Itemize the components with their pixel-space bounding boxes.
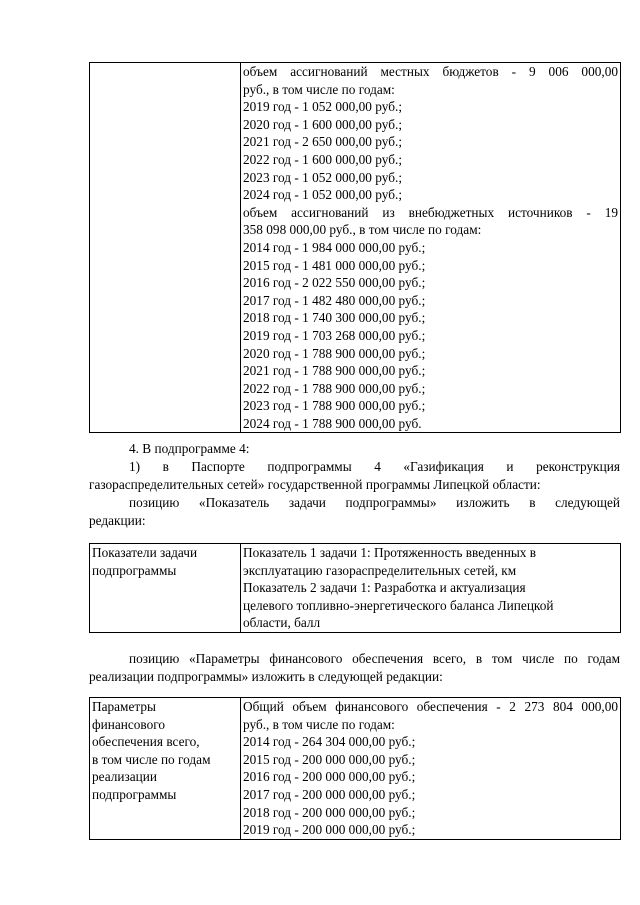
- text-line: 2015 год - 1 481 000 000,00 руб.;: [243, 257, 426, 273]
- text-line: 2022 год - 1 788 900 000,00 руб.;: [243, 380, 426, 396]
- table-cell-indicators: [241, 544, 621, 633]
- subprogram-4-paragraph: [89, 440, 620, 530]
- text-line: 2014 год - 264 304 000,00 руб.;: [243, 734, 416, 750]
- text-line: финансового: [92, 716, 166, 732]
- text-line: Показатель 2 задачи 1: Разработка и актуализация: [243, 580, 526, 596]
- text-line: 2020 год - 1 788 900 000,00 руб.;: [243, 345, 426, 361]
- table-cell-funding: [241, 698, 621, 840]
- text-line: Показатели задачи: [92, 545, 198, 560]
- funding-table-continued: [89, 62, 621, 433]
- text-line: 2016 год - 2 022 550 000,00 руб.;: [243, 275, 426, 291]
- text-line: 2017 год - 1 482 480 000,00 руб.;: [243, 292, 426, 308]
- table-row: [90, 63, 621, 433]
- text-line: подпрограммы: [92, 786, 177, 802]
- funding-position-paragraph: [89, 650, 620, 686]
- text-line: 2023 год - 1 052 000,00 руб.;: [243, 169, 403, 185]
- text-line: области, балл: [243, 615, 321, 631]
- text-line: 1) в Паспорте подпрограммы 4 «Газификация и реконструкция: [129, 459, 620, 474]
- text-line: 2017 год - 200 000 000,00 руб.;: [243, 786, 416, 802]
- text-line: реализации подпрограммы» изложить в следующей редакции:: [89, 669, 443, 684]
- text-line: газораспределительных сетей» государственной программы Липецкой области:: [89, 477, 541, 492]
- table-cell-empty: [90, 63, 241, 433]
- text-line: позицию «Параметры финансового обеспечения всего, в том числе по годам: [129, 651, 620, 666]
- text-line: 2024 год - 1 788 900 000,00 руб.: [243, 415, 422, 431]
- text-line: реализации: [92, 769, 157, 785]
- text-line: в том числе по годам: [92, 751, 211, 767]
- text-line: 2019 год - 200 000 000,00 руб.;: [243, 822, 416, 838]
- text-line: 2014 год - 1 984 000 000,00 руб.;: [243, 239, 426, 255]
- text-line: 2024 год - 1 052 000,00 руб.;: [243, 187, 403, 203]
- table-row: [90, 698, 621, 840]
- text-line: 2023 год - 1 788 900 000,00 руб.;: [243, 398, 426, 414]
- text-line: 2018 год - 200 000 000,00 руб.;: [243, 804, 416, 820]
- table-cell-funding: [241, 63, 621, 433]
- table-cell-label: [90, 698, 241, 840]
- text-line: редакции:: [89, 513, 146, 528]
- text-line: 2022 год - 1 600 000,00 руб.;: [243, 151, 403, 167]
- text-line: 358 098 000,00 руб., в том числе по годам:: [243, 222, 482, 238]
- table-row: [90, 544, 621, 633]
- text-line: подпрограммы: [92, 562, 177, 578]
- text-line: Показатель 1 задачи 1: Протяженность введенных в: [243, 545, 537, 560]
- text-line: 2021 год - 2 650 000,00 руб.;: [243, 134, 403, 150]
- text-line: 2018 год - 1 740 300 000,00 руб.;: [243, 310, 426, 326]
- text-line: 4. В подпрограмме 4:: [129, 441, 250, 456]
- text-line: 2019 год - 1 703 268 000,00 руб.;: [243, 327, 426, 343]
- text-line: 2021 год - 1 788 900 000,00 руб.;: [243, 363, 426, 379]
- text-line: 2015 год - 200 000 000,00 руб.;: [243, 751, 416, 767]
- text-line: 2020 год - 1 600 000,00 руб.;: [243, 116, 403, 132]
- text-line: эксплуатацию газораспределительных сетей, км: [243, 562, 517, 578]
- funding-table: [89, 697, 621, 840]
- text-line: Параметры: [92, 699, 156, 714]
- text-line: 2016 год - 200 000 000,00 руб.;: [243, 769, 416, 785]
- text-line: объем ассигнований местных бюджетов - 9 006 000,00: [243, 64, 618, 79]
- text-line: позицию «Показатель задачи подпрограммы» изложить в следующей: [129, 495, 620, 510]
- table-cell-label: [90, 544, 241, 633]
- text-line: руб., в том числе по годам:: [243, 81, 395, 97]
- text-line: руб., в том числе по годам:: [243, 716, 395, 732]
- text-line: целевого топливно-энергетического баланса Липецкой: [243, 597, 554, 613]
- indicators-table: [89, 543, 621, 633]
- text-line: обеспечения всего,: [92, 734, 200, 750]
- text-line: 2019 год - 1 052 000,00 руб.;: [243, 99, 403, 115]
- text-line: объем ассигнований из внебюджетных источников - 19: [243, 204, 618, 220]
- text-line: Общий объем финансового обеспечения - 2 273 804 000,00: [243, 699, 618, 714]
